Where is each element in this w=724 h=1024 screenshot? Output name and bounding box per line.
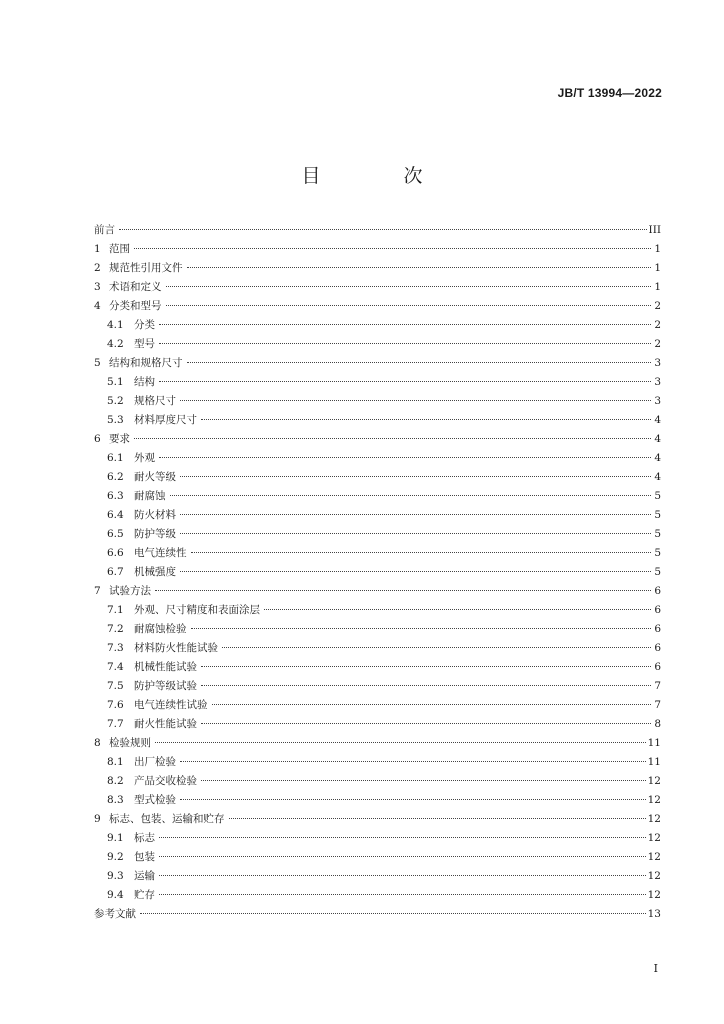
toc-entry-title: 产品交收检验	[134, 775, 197, 787]
dot-leader	[134, 248, 651, 249]
toc-entry-number: 4.2	[107, 338, 124, 350]
toc-entry-page: 8	[654, 718, 661, 730]
toc-entry[interactable]	[94, 640, 661, 659]
toc-entry[interactable]	[94, 450, 661, 469]
toc-entry-page: 12	[647, 832, 661, 844]
dot-leader	[201, 780, 646, 781]
dot-leader	[180, 514, 651, 515]
toc-entry[interactable]	[94, 583, 661, 602]
toc-entry-number: 6	[94, 433, 101, 445]
toc-entry-page: 6	[654, 604, 661, 616]
toc-entry-number: 7.3	[107, 642, 124, 654]
toc-entry-page: 3	[654, 376, 661, 388]
toc-entry-title: 分类和型号	[109, 300, 162, 312]
toc-entry-number: 6.4	[107, 509, 124, 521]
dot-leader	[191, 628, 652, 629]
dot-leader	[180, 761, 646, 762]
dot-leader	[180, 400, 651, 401]
toc-entry[interactable]	[94, 621, 661, 640]
dot-leader	[159, 457, 651, 458]
toc-entry-number: 5.1	[107, 376, 124, 388]
toc-entry-title: 包装	[134, 851, 155, 863]
dot-leader	[159, 856, 646, 857]
toc-entry-page: 12	[647, 889, 661, 901]
toc-entry[interactable]	[94, 887, 661, 906]
toc-entry-title: 电气连续性试验	[134, 699, 208, 711]
toc-entry[interactable]	[94, 222, 661, 241]
toc-entry-page: 1	[654, 262, 661, 274]
toc-entry-number: 9.1	[107, 832, 124, 844]
toc-entry-number: 9	[94, 813, 101, 825]
toc-entry[interactable]	[94, 697, 661, 716]
toc-entry-number: 7.7	[107, 718, 124, 730]
toc-entry-title: 耐腐蚀检验	[134, 623, 187, 635]
toc-entry-number: 4.1	[107, 319, 124, 331]
toc-entry-title: 防火材料	[134, 509, 176, 521]
toc-entry[interactable]	[94, 906, 661, 925]
toc-entry-title: 外观	[134, 452, 155, 464]
toc-entry-title: 术语和定义	[109, 281, 162, 293]
toc-entry[interactable]	[94, 868, 661, 887]
toc-entry-number: 6.1	[107, 452, 124, 464]
toc-entry-number: 9.2	[107, 851, 124, 863]
toc-entry-number: 7.6	[107, 699, 124, 711]
toc-entry-title: 电气连续性	[134, 547, 187, 559]
dot-leader	[191, 552, 652, 553]
toc-entry-title: 前言	[94, 224, 115, 236]
toc-entry-title: 防护等级	[134, 528, 176, 540]
toc-entry-title: 结构	[134, 376, 155, 388]
toc-entry[interactable]	[94, 488, 661, 507]
toc-entry-page: 4	[654, 433, 661, 445]
toc-entry-title: 机械性能试验	[134, 661, 197, 673]
toc-entry[interactable]	[94, 279, 661, 298]
dot-leader	[119, 229, 647, 230]
dot-leader	[201, 723, 651, 724]
toc-entry-number: 1	[94, 243, 101, 255]
toc-entry-page: 6	[654, 661, 661, 673]
toc-entry-page: 7	[654, 680, 661, 692]
toc-entry-page: 4	[654, 414, 661, 426]
toc-entry-number: 6.6	[107, 547, 124, 559]
toc-entry[interactable]	[94, 602, 661, 621]
toc-entry-number: 3	[94, 281, 101, 293]
toc-entry-number: 2	[94, 262, 101, 274]
toc-entry-number: 6.2	[107, 471, 124, 483]
toc-entry-title: 参考文献	[94, 908, 136, 920]
dot-leader	[187, 362, 652, 363]
toc-entry-page: 12	[647, 851, 661, 863]
toc-entry-title: 耐腐蚀	[134, 490, 166, 502]
toc-entry-number: 5	[94, 357, 101, 369]
dot-leader	[180, 571, 651, 572]
dot-leader	[201, 666, 651, 667]
toc-entry-number: 8.3	[107, 794, 124, 806]
toc-entry[interactable]	[94, 507, 661, 526]
toc-entry-title: 出厂检验	[134, 756, 176, 768]
dot-leader	[155, 742, 646, 743]
toc-entry-page: 4	[654, 452, 661, 464]
toc-entry-title: 规范性引用文件	[109, 262, 183, 274]
toc-entry[interactable]	[94, 469, 661, 488]
toc-entry[interactable]	[94, 298, 661, 317]
toc-entry-number: 5.3	[107, 414, 124, 426]
toc-entry-number: 7.5	[107, 680, 124, 692]
toc-entry-number: 8.1	[107, 756, 124, 768]
toc-entry-page: 5	[654, 509, 661, 521]
toc-entry-title: 标志	[134, 832, 155, 844]
toc-entry-number: 5.2	[107, 395, 124, 407]
toc-entry-number: 9.4	[107, 889, 124, 901]
dot-leader	[140, 913, 646, 914]
toc-entry-title: 检验规则	[109, 737, 151, 749]
toc-entry-page: 1	[654, 243, 661, 255]
toc-entry-page: 5	[654, 528, 661, 540]
toc-entry-number: 6.5	[107, 528, 124, 540]
toc-entry[interactable]	[94, 355, 661, 374]
toc-entry[interactable]	[94, 735, 661, 754]
toc-entry-page: 2	[654, 319, 661, 331]
toc-entry[interactable]	[94, 545, 661, 564]
toc-entry-title: 材料防火性能试验	[134, 642, 218, 654]
toc-entry-title: 试验方法	[109, 585, 151, 597]
page-number: I	[653, 962, 658, 975]
dot-leader	[180, 799, 646, 800]
dot-leader	[180, 476, 651, 477]
toc-entry[interactable]	[94, 792, 661, 811]
toc-entry-page: 1	[654, 281, 661, 293]
dot-leader	[159, 343, 651, 344]
dot-leader	[159, 837, 646, 838]
toc-entry-title: 型号	[134, 338, 155, 350]
toc-entry-number: 6.7	[107, 566, 124, 578]
toc-entry[interactable]	[94, 412, 661, 431]
toc-entry[interactable]	[94, 830, 661, 849]
toc-entry-number: 4	[94, 300, 101, 312]
toc-entry[interactable]	[94, 811, 661, 830]
toc-entry-number: 8.2	[107, 775, 124, 787]
toc-entry-number: 7	[94, 585, 101, 597]
dot-leader	[159, 894, 646, 895]
toc-entry-number: 8	[94, 737, 101, 749]
toc-entry-page: 6	[654, 642, 661, 654]
dot-leader	[222, 647, 651, 648]
toc-entry-number: 7.1	[107, 604, 124, 616]
toc-entry[interactable]	[94, 716, 661, 735]
toc-entry-title: 型式检验	[134, 794, 176, 806]
toc-entry-title: 外观、尺寸精度和表面涂层	[134, 604, 260, 616]
dot-leader	[166, 286, 652, 287]
toc-entry-title: 范围	[109, 243, 130, 255]
toc-entry-title: 规格尺寸	[134, 395, 176, 407]
dot-leader	[159, 324, 651, 325]
toc-entry-title: 机械强度	[134, 566, 176, 578]
dot-leader	[159, 875, 646, 876]
table-of-contents	[94, 222, 661, 925]
toc-entry-page: 11	[647, 756, 661, 768]
dot-leader	[134, 438, 651, 439]
toc-entry-number: 7.2	[107, 623, 124, 635]
toc-entry-page: 2	[654, 300, 661, 312]
dot-leader	[180, 533, 651, 534]
toc-entry-page: 12	[647, 813, 661, 825]
toc-entry[interactable]	[94, 773, 661, 792]
toc-entry-page: III	[648, 224, 661, 236]
toc-entry-page: 6	[654, 585, 661, 597]
toc-entry[interactable]	[94, 564, 661, 583]
toc-entry[interactable]	[94, 849, 661, 868]
toc-entry-title: 贮存	[134, 889, 155, 901]
toc-entry-title: 材料厚度尺寸	[134, 414, 197, 426]
toc-entry-number: 7.4	[107, 661, 124, 673]
toc-entry-page: 5	[654, 490, 661, 502]
toc-entry-page: 2	[654, 338, 661, 350]
dot-leader	[159, 381, 651, 382]
toc-entry-number: 9.3	[107, 870, 124, 882]
toc-entry[interactable]	[94, 393, 661, 412]
dot-leader	[170, 495, 652, 496]
page-title: 目 次	[301, 165, 455, 187]
toc-entry-page: 12	[647, 775, 661, 787]
toc-entry-title: 分类	[134, 319, 155, 331]
toc-entry[interactable]	[94, 317, 661, 336]
toc-entry-page: 5	[654, 547, 661, 559]
toc-entry-title: 耐火性能试验	[134, 718, 197, 730]
toc-entry-title: 要求	[109, 433, 130, 445]
toc-entry-page: 12	[647, 794, 661, 806]
dot-leader	[229, 818, 646, 819]
toc-entry-page: 5	[654, 566, 661, 578]
document-number: JB/T 13994—2022	[557, 86, 662, 100]
toc-entry[interactable]	[94, 659, 661, 678]
toc-entry[interactable]	[94, 260, 661, 279]
toc-entry-title: 防护等级试验	[134, 680, 197, 692]
toc-entry-title: 结构和规格尺寸	[109, 357, 183, 369]
dot-leader	[201, 419, 651, 420]
toc-entry[interactable]	[94, 526, 661, 545]
toc-entry-page: 3	[654, 357, 661, 369]
toc-entry-page: 7	[654, 699, 661, 711]
toc-entry[interactable]	[94, 241, 661, 260]
toc-entry-page: 4	[654, 471, 661, 483]
toc-entry-page: 13	[647, 908, 661, 920]
dot-leader	[166, 305, 652, 306]
toc-entry-page: 3	[654, 395, 661, 407]
dot-leader	[155, 590, 651, 591]
toc-entry-title: 耐火等级	[134, 471, 176, 483]
toc-entry-page: 6	[654, 623, 661, 635]
toc-entry[interactable]	[94, 374, 661, 393]
toc-entry[interactable]	[94, 754, 661, 773]
toc-entry-page: 12	[647, 870, 661, 882]
toc-entry-title: 标志、包装、运输和贮存	[109, 813, 225, 825]
dot-leader	[264, 609, 651, 610]
toc-entry-title: 运输	[134, 870, 155, 882]
dot-leader	[212, 704, 652, 705]
dot-leader	[201, 685, 651, 686]
toc-entry-page: 11	[647, 737, 661, 749]
toc-entry[interactable]	[94, 336, 661, 355]
dot-leader	[187, 267, 652, 268]
toc-entry-number: 6.3	[107, 490, 124, 502]
toc-entry[interactable]	[94, 431, 661, 450]
toc-entry[interactable]	[94, 678, 661, 697]
